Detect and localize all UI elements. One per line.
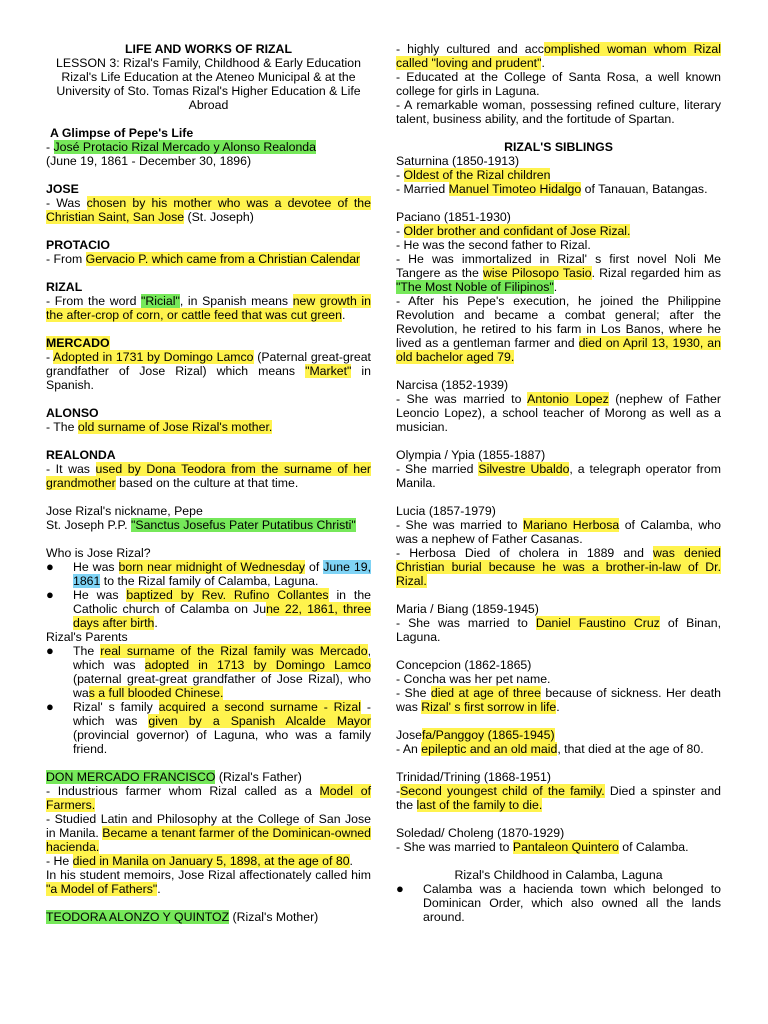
highlight-yellow: Pantaleon Quintero [512, 840, 619, 854]
bullet-icon: ● [46, 587, 54, 602]
father-line-4 [46, 868, 371, 896]
highlight-yellow: fa/Panggoy (1865-1945) [421, 728, 555, 742]
text-run: , that died at the age of 80. [557, 742, 704, 756]
highlight-yellow: "Market" [305, 364, 352, 378]
highlight-yellow: Model of Farmers. [46, 784, 371, 812]
highlight-yellow: Daniel Faustino Cruz [535, 616, 660, 630]
text-run: . [154, 616, 158, 630]
text-run: (Paternal great-great grandfather of Jose Rizal) which means [46, 350, 371, 378]
alonso-text [46, 420, 371, 434]
text-run: of Binan, Laguna. [396, 616, 721, 644]
text-run: (Rizal's Father) [215, 770, 302, 784]
sibling-name: Paciano (1851-1930) [396, 210, 511, 224]
text-run: in Spanish. [46, 364, 371, 392]
bullet-icon: ● [46, 699, 54, 714]
glimpse-heading: A Glimpse of Pepe's Life [50, 126, 194, 140]
text-run: because of sickness. Her death was [396, 686, 721, 714]
bullet-icon: ● [46, 643, 54, 658]
text-run: He was [73, 588, 127, 602]
sibling-name: Maria / Biang (1859-1945) [396, 602, 539, 616]
sibling-line [396, 742, 721, 756]
text-run: - From the word [46, 294, 142, 308]
mother-line-2: - Educated at the College of Santa Rosa, a well known college for girls in Laguna. [396, 70, 721, 98]
highlight-yellow: Became a tenant farmer of the Dominican-owned hacienda. [46, 826, 371, 854]
sibling-line [396, 392, 721, 434]
text-run: of Calamba. [618, 840, 689, 854]
text-run: - [396, 224, 404, 238]
text-run: (Rizal's Mother) [229, 910, 319, 924]
highlight-yellow: Rizal' s first sorrow in life [421, 700, 557, 714]
highlight-yellow: used by Dona Teodora from the surname of her grandmother [46, 462, 372, 490]
highlight-green: "Sanctus Josefus Pater Putatibus Christi" [131, 518, 356, 532]
sibling-line [396, 168, 721, 182]
bullet-icon: ● [46, 559, 54, 574]
sibling-name: Soledad/ Choleng (1870-1929) [396, 826, 565, 840]
right-column [396, 42, 721, 924]
text-run: - Was [46, 196, 87, 210]
protacio-text [46, 252, 371, 266]
life-dates: (June 19, 1861 - December 30, 1896) [46, 154, 252, 168]
text-run: - She was married to [396, 616, 536, 630]
document-title: LIFE AND WORKS OF RIZAL [125, 42, 292, 56]
highlight-yellow: acquired a second surname - Rizal [158, 700, 362, 714]
text-run: - Herbosa Died of cholera in 1889 and [396, 546, 654, 560]
text-run: - highly cultured and acc [396, 42, 544, 56]
text-run: (paternal great-great grandfather of Jose Rizal), who wa [73, 672, 371, 700]
text-run: - [396, 168, 404, 182]
childhood-heading: Rizal's Childhood in Calamba, Laguna [454, 868, 663, 882]
sibling-line [396, 616, 721, 644]
text-run: . Rizal regarded him as [591, 266, 721, 280]
text-run: . [341, 308, 346, 322]
highlight-yellow: new growth in the after-crop of corn, or cattle feed that was cut green [46, 294, 371, 322]
text-run: of Tanauan, Batangas. [581, 182, 708, 196]
realonda-text [46, 462, 371, 490]
sibling-line: - Concha was her pet name. [396, 672, 551, 686]
sibling-line [396, 462, 721, 490]
sibling-line [396, 224, 721, 238]
jose-heading: JOSE [46, 182, 79, 196]
text-run: Jose [396, 728, 422, 742]
sibling-line [396, 840, 721, 854]
rizal-text [46, 294, 371, 322]
text-run: In his student memoirs, Jose Rizal affectionately called him [46, 868, 371, 882]
sibling-line [396, 294, 721, 364]
highlight-yellow: given by a Spanish Alcalde Mayor [148, 714, 372, 728]
text-run: . [553, 280, 558, 294]
father-line-3 [46, 854, 371, 868]
highlight-yellow: Older brother and confidant of Jose Rizal. [403, 224, 631, 238]
list-item [46, 700, 371, 756]
alonso-heading: ALONSO [46, 406, 99, 420]
text-run: Died a spinster and the [396, 784, 722, 812]
highlight-green: TEODORA ALONZO Y QUINTOZ [46, 910, 230, 924]
full-name [46, 140, 371, 154]
text-run: St. Joseph P.P. [46, 518, 132, 532]
text-run: - [46, 350, 54, 364]
highlight-green: DON MERCADO FRANCISCO [46, 770, 216, 784]
highlight-yellow: died at age of three [430, 686, 541, 700]
highlight-yellow: Gervacio P. which came from a Christian Calendar [85, 252, 361, 266]
st-joseph-line [46, 518, 371, 532]
text-run: - The [46, 420, 78, 434]
text-run: - Studied Latin and Philosophy at the College of San Jose in Manila. [46, 812, 371, 840]
text-run: - She was married to [396, 518, 523, 532]
text-run: (provincial governor) of Laguna, who was a family friend. [73, 728, 371, 756]
text-run: - She married [396, 462, 479, 476]
text-run: He was [73, 560, 119, 574]
text-run: , in Spanish means [179, 294, 293, 308]
text-run: , which was [73, 644, 371, 672]
mother-line-3: - A remarkable woman, possessing refined culture, literary talent, business ability, and the fortitude of Spartan. [396, 98, 721, 126]
text-run: Rizal' s family [73, 700, 159, 714]
text-run: The [73, 644, 101, 658]
sibling-name [396, 728, 721, 742]
highlight-yellow: MERCADO [46, 336, 110, 350]
text-run: - She [396, 686, 431, 700]
text-run: (St. Joseph) [184, 210, 254, 224]
mercado-text [46, 350, 371, 392]
list-item [46, 644, 371, 700]
text-run: - After his Pepe's execution, he joined the Philippine Revolution and became a combat general; after the Revolution, he retired to his farm in Los Banos, where he lived as a gentleman farmer and [396, 294, 721, 350]
mother-heading [46, 910, 371, 924]
text-run: of Calamba, who was a nephew of Father Casanas. [396, 518, 721, 546]
left-column [46, 42, 371, 924]
text-run: - He was immortalized in Rizal' s first novel Noli Me Tangere as the [396, 252, 721, 280]
sibling-name: Narcisa (1852-1939) [396, 378, 509, 392]
highlight-yellow: Manuel Timoteo Hidalgo [448, 182, 582, 196]
highlight-yellow: ne 22, 1861, three days after birth [73, 602, 371, 630]
mercado-heading [46, 336, 371, 350]
highlight-yellow: died in Manila on January 5, 1898, at the age of 80 [72, 854, 350, 868]
highlight-yellow: Silvestre Ubaldo [478, 462, 570, 476]
highlight-green: "The Most Noble of Filipinos" [396, 280, 554, 294]
who-question: Who is Jose Rizal? [46, 546, 151, 560]
lesson-line-3: University of Sto. Tomas Rizal's Higher Education & Life [56, 84, 361, 98]
bullet-icon: ● [396, 881, 404, 896]
text-run: . [349, 854, 353, 868]
lesson-line-1: LESSON 3: Rizal's Family, Childhood & Early Education [56, 56, 361, 70]
text-run: - It was [46, 462, 96, 476]
parents-heading: Rizal's Parents [46, 630, 128, 644]
highlight-yellow: Second youngest child of the family. [400, 784, 605, 798]
sibling-line [396, 546, 721, 588]
rizal-heading: RIZAL [46, 280, 83, 294]
highlight-yellow: Antonio Lopez [527, 392, 609, 406]
text-run: - She was married to [396, 392, 528, 406]
highlight-yellow: Oldest of the Rizal children [403, 168, 551, 182]
text-run: - [46, 140, 54, 154]
father-heading [46, 770, 371, 784]
text-run: in the Catholic church of Calamba on Ju [73, 588, 371, 616]
list-item [46, 560, 371, 588]
highlight-yellow: last of the family to die. [416, 798, 543, 812]
highlight-yellow: "a Model of Fathers" [46, 882, 158, 896]
sibling-line [396, 252, 721, 294]
text-run: (nephew of Father Leoncio Lopez), a school teacher of Morong as well as a musician. [396, 392, 721, 434]
mother-line-1 [396, 42, 721, 70]
sibling-name: Olympia / Ypia (1855-1887) [396, 448, 546, 462]
highlight-yellow: s a full blooded Chinese. [88, 686, 224, 700]
highlight-yellow: old surname of Jose Rizal's mother. [77, 420, 273, 434]
sibling-name: Trinidad/Trining (1868-1951) [396, 770, 551, 784]
highlight-green: José Protacio Rizal Mercado y Alonso Realonda [53, 140, 316, 154]
sibling-line [396, 182, 721, 196]
highlight-yellow: baptized by Rev. Rufino Collantes [126, 588, 329, 602]
sibling-line [396, 686, 721, 714]
text-run: , a telegraph operator from Manila. [396, 462, 721, 490]
text-run: to the Rizal family of Calamba, Laguna. [100, 574, 319, 588]
text-run: - An [396, 742, 422, 756]
highlight-yellow: born near midnight of Wednesday [118, 560, 306, 574]
protacio-heading: PROTACIO [46, 238, 110, 252]
text-run: of [305, 560, 324, 574]
text-run: - which was [73, 700, 372, 728]
highlight-yellow: real surname of the Rizal family was Mercado [100, 644, 368, 658]
highlight-yellow: died on April 13, 1930, an old bachelor aged 79. [396, 336, 721, 364]
sibling-name: Concepcion (1862-1865) [396, 658, 532, 672]
nickname-line: Jose Rizal's nickname, Pepe [46, 504, 203, 518]
highlight-yellow: was denied Christian burial because he was a brother-in-law of Dr. Rizal. [396, 546, 721, 588]
jose-text [46, 196, 371, 224]
highlight-yellow: chosen by his mother who was a devotee of the Christian Saint, San Jose [46, 196, 371, 224]
text-run: - [396, 784, 401, 798]
father-line-1 [46, 784, 371, 812]
father-line-2 [46, 812, 371, 854]
highlight-yellow: Mariano Herbosa [522, 518, 620, 532]
text-run: . [157, 882, 161, 896]
list-item [46, 588, 371, 630]
highlight-yellow: adopted in 1713 by Domingo Lamco [144, 658, 371, 672]
highlight-yellow: Adopted in 1731 by Domingo Lamco [53, 350, 254, 364]
highlight-blue: June 19, 1861 [73, 560, 372, 588]
lesson-line-2: Rizal's Life Education at the Ateneo Municipal & at the [61, 70, 356, 84]
text-run: - Industrious farmer whom Rizal called as a [46, 784, 320, 798]
sibling-name: Lucia (1857-1979) [396, 504, 496, 518]
text-run: - From [46, 252, 86, 266]
siblings-heading: RIZAL'S SIBLINGS [504, 140, 613, 154]
highlight-yellow: wise Pilosopo Tasio [483, 266, 592, 280]
realonda-heading: REALONDA [46, 448, 116, 462]
sibling-name: Saturnina (1850-1913) [396, 154, 520, 168]
text-run: - He [46, 854, 73, 868]
sibling-line [396, 518, 721, 546]
text-run: . [541, 56, 545, 70]
list-item [396, 882, 721, 924]
lesson-line-4: Abroad [188, 98, 229, 112]
text-run: - She was married to [396, 840, 513, 854]
text-run: - Married [396, 182, 449, 196]
text-run: based on the culture at that time. [115, 476, 299, 490]
highlight-yellow: omplished woman whom Rizal called "loving and prudent" [396, 42, 721, 70]
text-run: . [556, 700, 560, 714]
text-run: Calamba was a hacienda town which belonged to Dominican Order, which also owned all the lands around. [423, 882, 721, 924]
sibling-line [396, 784, 721, 812]
sibling-line: - He was the second father to Rizal. [396, 238, 591, 252]
highlight-green: "Ricial" [141, 294, 180, 308]
highlight-yellow: epileptic and an old maid [421, 742, 558, 756]
